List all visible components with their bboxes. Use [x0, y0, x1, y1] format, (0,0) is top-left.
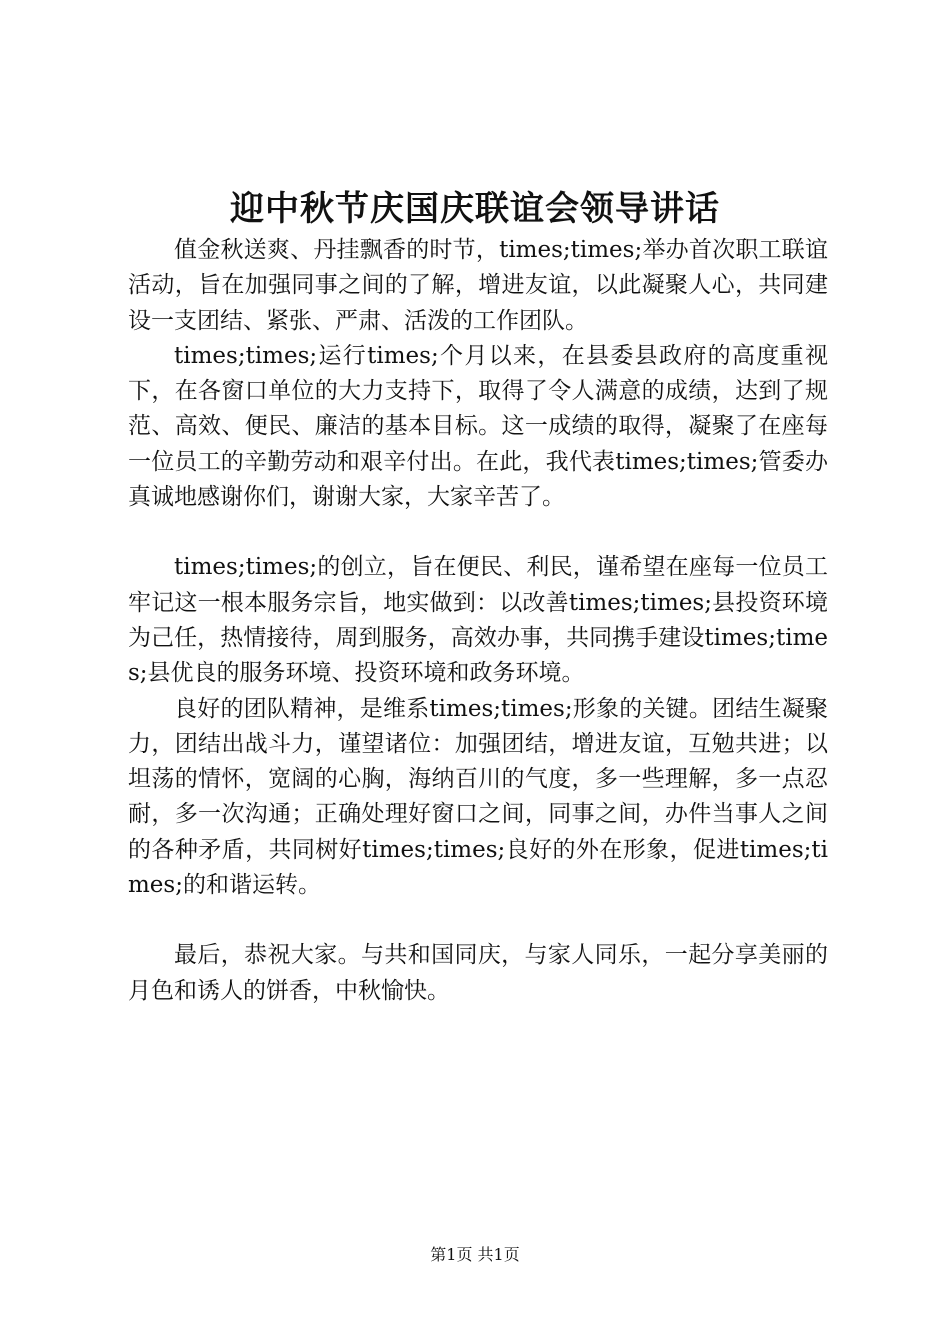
document-title: 迎中秋节庆国庆联谊会领导讲话 [230, 189, 720, 229]
page-footer: 第1页 共1页 [430, 1245, 520, 1264]
paragraph-opening: 值金秋送爽、丹挂飘香的时节，times;times;举办首次职工联谊活动，旨在加强同事之间的了解，增进友谊，以此凝聚人心，共同建设一支团结、紧张、严肃、活泼的工作团队。 [128, 237, 828, 334]
paragraph-service-purpose: times;times;的创立，旨在便民、利民，谨希望在座每一位员工牢记这一根本服务宗旨，地实做到：以改善times;times;县投资环境为己任，热情接待，周到服务，高效办事，共同携手建设times;times;县优良的服务环境、投资环境和政务环境。 [128, 554, 828, 687]
paragraph-closing: 最后，恭祝大家。与共和国同庆，与家人同乐，一起分享美丽的月色和诱人的饼香，中秋愉快。 [128, 942, 828, 1004]
paragraph-achievements: times;times;运行times;个月以来，在县委县政府的高度重视下，在各窗口单位的大力支持下，取得了令人满意的成绩，达到了规范、高效、便民、廉洁的基本目标。这一成绩的取得，凝聚了在座每一位员工的辛勤劳动和艰辛付出。在此，我代表times;times;管委办真诚地感谢你们，谢谢大家，大家辛苦了。 [128, 342, 828, 511]
document-body [128, 233, 828, 1009]
paragraph-team-spirit: 良好的团队精神，是维系times;times;形象的关键。团结生凝聚力，团结出战斗力，谨望诸位：加强团结，增进友谊，互勉共进；以坦荡的情怀，宽阔的心胸，海纳百川的气度，多一些理解，多一点忍耐，多一次沟通；正确处理好窗口之间，同事之间，办件当事人之间的各种矛盾，共同树好times;times;良好的外在形象，促进times;times;的和谐运转。 [128, 695, 828, 899]
